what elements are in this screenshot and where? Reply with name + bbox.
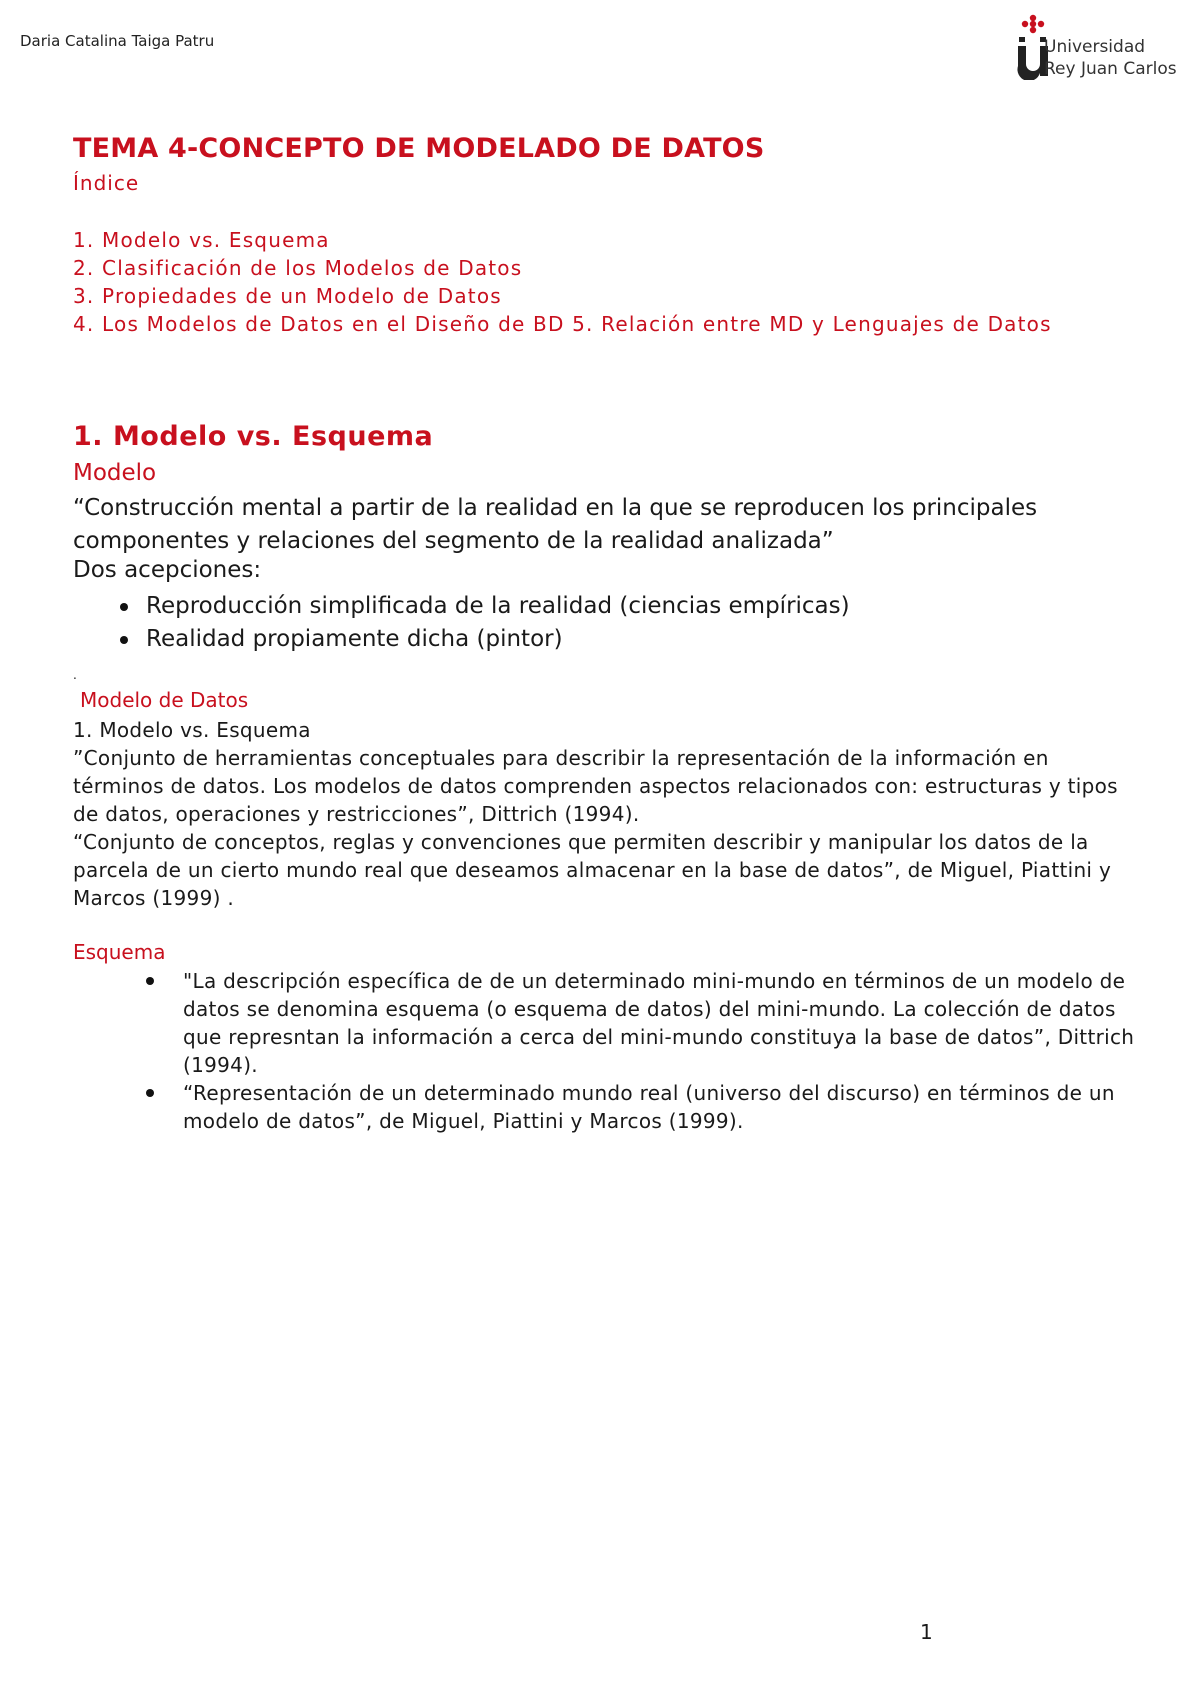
toc-item: 2. Clasificación de los Modelos de Datos <box>73 256 523 280</box>
bullet-icon <box>146 1089 154 1097</box>
list-item-text: Realidad propiamente dicha (pintor) <box>146 626 563 652</box>
document-title: TEMA 4-CONCEPTO DE MODELADO DE DATOS <box>73 133 765 164</box>
section-heading: 1. Modelo vs. Esquema <box>73 421 434 452</box>
bullet-icon <box>146 977 154 985</box>
page-number: 1 <box>920 1620 933 1644</box>
list-item-text: "La descripción específica de de un determinado mini-mundo en términos de un modelo de datos se denomina esquema (o esquema de datos) del mini-mundo. La colección de datos que represntan la información a cerca del mini-mundo constituya la base de datos”, Dittrich (1994). <box>183 969 1135 1077</box>
list-item <box>73 623 850 656</box>
esquema-label: Esquema <box>73 940 166 964</box>
list-item <box>73 590 850 623</box>
modelo-datos-subtitle: 1. Modelo vs. Esquema <box>73 718 311 742</box>
list-item <box>73 967 1143 1079</box>
stray-mark: . <box>73 668 77 682</box>
acepciones-list <box>73 590 850 656</box>
modelo-quote: “Construcción mental a partir de la realidad en la que se reproducen los principales componentes y relaciones del segmento de la realidad analizada” <box>73 495 1038 554</box>
university-name-line1: Universidad <box>1044 37 1146 57</box>
esquema-list <box>73 967 1143 1135</box>
index-label: Índice <box>73 171 140 195</box>
definition-dittrich: ”Conjunto de herramientas conceptuales para describir la representación de la información en términos de datos. Los modelos de datos comprenden aspectos relacionados con: estructuras y tipos de datos, operaciones y restricciones”, Dittrich (1994). <box>73 746 1118 826</box>
toc-item: 4. Los Modelos de Datos en el Diseño de BD 5. Relación entre MD y Lenguajes de Datos <box>73 312 1052 336</box>
university-name-line2: Rey Juan Carlos <box>1044 59 1177 79</box>
author-name: Daria Catalina Taiga Patru <box>20 32 215 50</box>
modelo-label: Modelo <box>73 460 157 486</box>
acepciones-label: Dos acepciones: <box>73 557 262 583</box>
table-of-contents <box>73 226 1133 338</box>
modelo-datos-label: Modelo de Datos <box>80 688 249 712</box>
bullet-icon <box>120 636 128 644</box>
toc-item: 1. Modelo vs. Esquema <box>73 228 330 252</box>
list-item-text: “Representación de un determinado mundo real (universo del discurso) en términos de un modelo de datos”, de Miguel, Piattini y Marcos (1999). <box>183 1081 1115 1133</box>
bullet-icon <box>120 603 128 611</box>
list-item-text: Reproducción simplificada de la realidad (ciencias empíricas) <box>146 593 850 619</box>
university-name <box>1044 36 1177 80</box>
toc-item: 3. Propiedades de un Modelo de Datos <box>73 284 502 308</box>
definition-de-miguel: “Conjunto de conceptos, reglas y convenciones que permiten describir y manipular los datos de la parcela de un cierto mundo real que deseamos almacenar en la base de datos”, de Miguel, Piattini y Marcos (1999) . <box>73 830 1112 910</box>
list-item <box>73 1079 1143 1135</box>
